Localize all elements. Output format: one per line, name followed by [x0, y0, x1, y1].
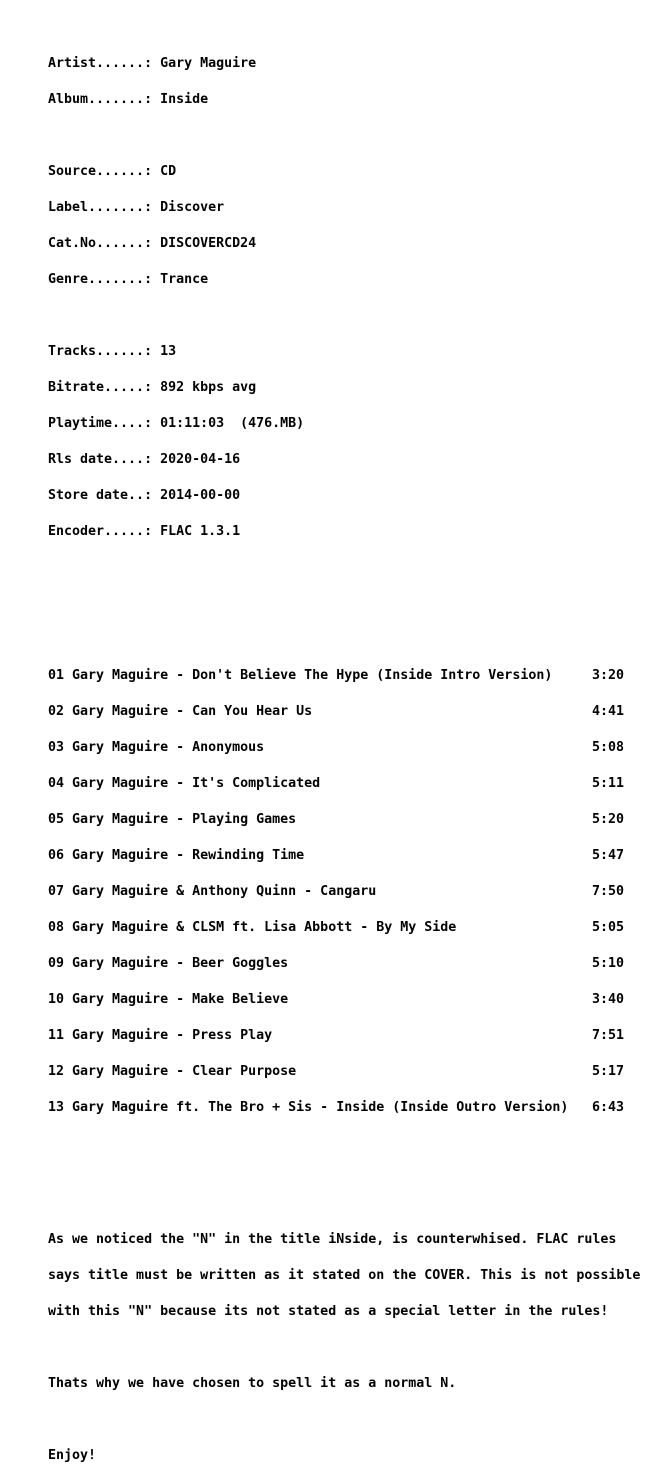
bitrate-line: Bitrate.....: 892 kbps avg: [48, 380, 257, 395]
track-title: 01 Gary Maguire - Don't Believe The Hype (Inside Intro Version): [48, 668, 553, 683]
tracklist: [48, 646, 640, 1138]
track-duration: 6:43: [592, 1100, 625, 1115]
track-row: [48, 670, 628, 682]
track-duration: 7:50: [592, 884, 625, 899]
track-row: [48, 1066, 628, 1078]
note-line: Thats why we have chosen to spell it as a normal N.: [48, 1376, 457, 1391]
track-title: 11 Gary Maguire - Press Play: [48, 1028, 273, 1043]
track-duration: 3:40: [592, 992, 625, 1007]
store-date-line: Store date..: 2014-00-00: [48, 488, 241, 503]
track-row: [48, 742, 628, 754]
track-duration: 5:05: [592, 920, 625, 935]
artist-line: Artist......: Gary Maguire: [48, 56, 257, 71]
encoder-line: Encoder.....: FLAC 1.3.1: [48, 524, 241, 539]
track-row: [48, 922, 628, 934]
track-duration: 5:11: [592, 776, 625, 791]
catno-line: Cat.No......: DISCOVERCD24: [48, 236, 257, 251]
track-duration: 5:47: [592, 848, 625, 863]
tracks-line: Tracks......: 13: [48, 344, 177, 359]
track-duration: 7:51: [592, 1028, 625, 1043]
track-duration: 4:41: [592, 704, 625, 719]
track-title: 05 Gary Maguire - Playing Games: [48, 812, 297, 827]
track-title: 06 Gary Maguire - Rewinding Time: [48, 848, 305, 863]
track-row: [48, 778, 628, 790]
track-title: 07 Gary Maguire & Anthony Quinn - Cangaru: [48, 884, 377, 899]
genre-line: Genre.......: Trance: [48, 272, 209, 287]
track-title: 10 Gary Maguire - Make Believe: [48, 992, 289, 1007]
track-title: 12 Gary Maguire - Clear Purpose: [48, 1064, 297, 1079]
rls-date-line: Rls date....: 2020-04-16: [48, 452, 241, 467]
nfo-text-block: [48, 34, 640, 1474]
album-line: Album.......: Inside: [48, 92, 209, 107]
track-title: 08 Gary Maguire & CLSM ft. Lisa Abbott - By My Side: [48, 920, 457, 935]
label-line: Label.......: Discover: [48, 200, 225, 215]
track-duration: 5:10: [592, 956, 625, 971]
track-row: [48, 814, 628, 826]
note-line: says title must be written as it stated on the COVER. This is not possible: [48, 1268, 641, 1283]
track-row: [48, 1030, 628, 1042]
track-title: 04 Gary Maguire - It's Complicated: [48, 776, 321, 791]
track-row: [48, 886, 628, 898]
source-line: Source......: CD: [48, 164, 177, 179]
track-title: 09 Gary Maguire - Beer Goggles: [48, 956, 289, 971]
track-duration: 3:20: [592, 668, 625, 683]
playtime-line: Playtime....: 01:11:03 (476.MB): [48, 416, 305, 431]
track-title: 13 Gary Maguire ft. The Bro + Sis - Inside (Inside Outro Version): [48, 1100, 569, 1115]
track-duration: 5:17: [592, 1064, 625, 1079]
track-row: [48, 994, 628, 1006]
enjoy-line: Enjoy!: [48, 1448, 97, 1463]
track-row: [48, 958, 628, 970]
track-title: 03 Gary Maguire - Anonymous: [48, 740, 265, 755]
track-row: [48, 850, 628, 862]
track-duration: 5:08: [592, 740, 625, 755]
track-duration: 5:20: [592, 812, 625, 827]
track-row: [48, 706, 628, 718]
note-line: As we noticed the "N" in the title iNside, is counterwhised. FLAC rules: [48, 1232, 617, 1247]
track-title: 02 Gary Maguire - Can You Hear Us: [48, 704, 313, 719]
track-row: [48, 1102, 628, 1114]
note-line: with this "N" because its not stated as a special letter in the rules!: [48, 1304, 609, 1319]
